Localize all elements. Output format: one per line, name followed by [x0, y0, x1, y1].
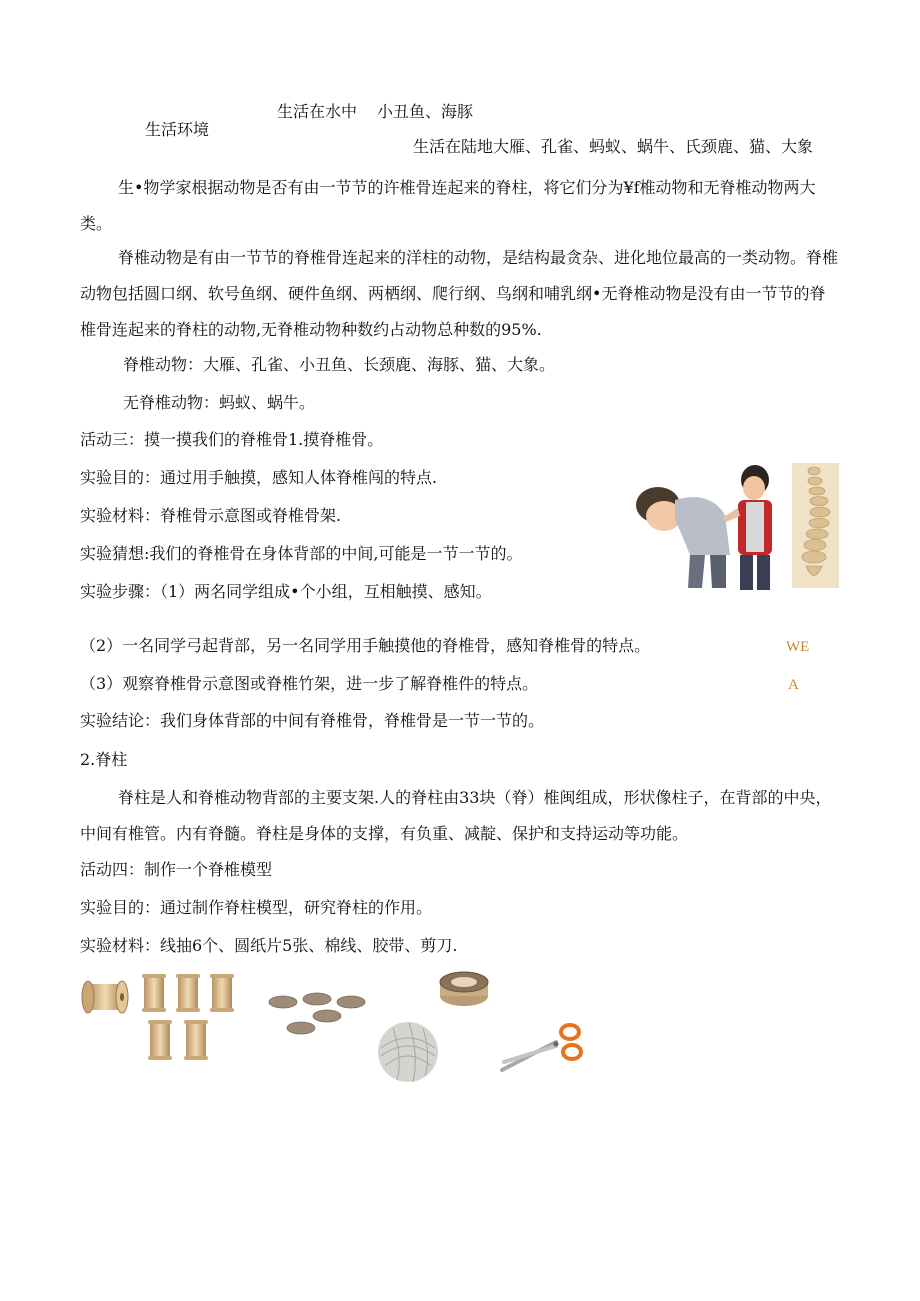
activity3-materials: 实验材料：脊椎骨示意图或脊椎骨架. [80, 506, 342, 525]
env-land: 生活在陆地大雁、孔雀、蚂蚁、蜗牛、氏颈鹿、猫、大象 [413, 137, 814, 156]
tape-roll-illustration [438, 970, 490, 1010]
env-water: 生活在水中 [277, 102, 358, 121]
spine-heading: 2.脊柱 [80, 750, 128, 769]
margin-mark-we: WE [786, 639, 810, 655]
children-touching-spine-illustration [630, 460, 785, 590]
spine-skeleton-illustration [792, 463, 839, 588]
activity3-purpose: 实验目的：通过用手触摸，感知人体脊椎闯的特点. [80, 468, 438, 487]
activity4-materials: 实验材料：线抽6个、圆纸片5张、棉线、胶带、剪刀. [80, 936, 458, 955]
activity3-step1: 实验步骤：（1）两名同学组成•个小组，互相触摸、感知。 [80, 582, 492, 601]
activity3-hypothesis: 实验猜想:我们的脊椎骨在身体背部的中间,可能是一节一节的。 [80, 544, 523, 563]
vertebrate-definition: 脊椎动物是有由一节节的脊椎骨连起来的洋柱的动物，是结构最贪杂、进化地位最高的一类动物。脊椎动物包括圆口纲、软号鱼纲、硬件鱼纲、两栖纲、爬行纲、鸟纲和哺乳纲•无脊椎动物是没有由一节节的脊椎骨连起来的脊柱的动物,无脊椎动物种数约占动物总种数的95%. [80, 248, 839, 339]
classification-paragraph: 生•物学家根据动物是否有由一节节的许椎骨连起来的脊柱，将它们分为¥f椎动物和无脊椎动物两大类。 [80, 178, 816, 233]
vertebrate-list: 脊椎动物：大雁、孔雀、小丑鱼、长颈鹿、海豚、猫、大象。 [123, 355, 556, 374]
margin-mark-a: A [788, 677, 799, 693]
invertebrate-list: 无脊椎动物：蚂蚁、蜗牛。 [123, 393, 316, 412]
activity3-step3: （3）观察脊椎骨示意图或脊椎竹架，进一步了解脊椎件的特点。 [80, 674, 539, 693]
scissors-illustration [498, 1018, 586, 1076]
activity3-step2: （2）一名同学弓起背部，另一名同学用手触摸他的脊椎骨，感知脊椎骨的特点。 [80, 636, 651, 655]
cotton-thread-ball-illustration [373, 1018, 443, 1086]
env-water-animals: 小丑鱼、海豚 [377, 102, 474, 121]
activity3-conclusion: 实验结论：我们身体背部的中间有脊椎骨，脊椎骨是一节一节的。 [80, 711, 545, 730]
paper-discs-illustration [265, 990, 370, 1035]
activity3-title: 活动三：摸一摸我们的脊椎骨1.摸脊椎骨。 [80, 430, 384, 449]
thread-spools-illustration [80, 968, 250, 1068]
activity4-title: 活动四：制作一个脊椎模型 [80, 860, 273, 879]
spine-paragraph: 脊柱是人和脊椎动物背部的主要支架.人的脊柱由33块（脊）椎闽组成，形状像柱子，在背部的中央，中间有椎管。内有脊髓。脊柱是身体的支撑，有负重、减靛、保护和支持运动等功能。 [80, 788, 832, 843]
env-label: 生活环境 [145, 120, 210, 139]
activity4-purpose: 实验目的：通过制作脊柱模型，研究脊柱的作用。 [80, 898, 433, 917]
